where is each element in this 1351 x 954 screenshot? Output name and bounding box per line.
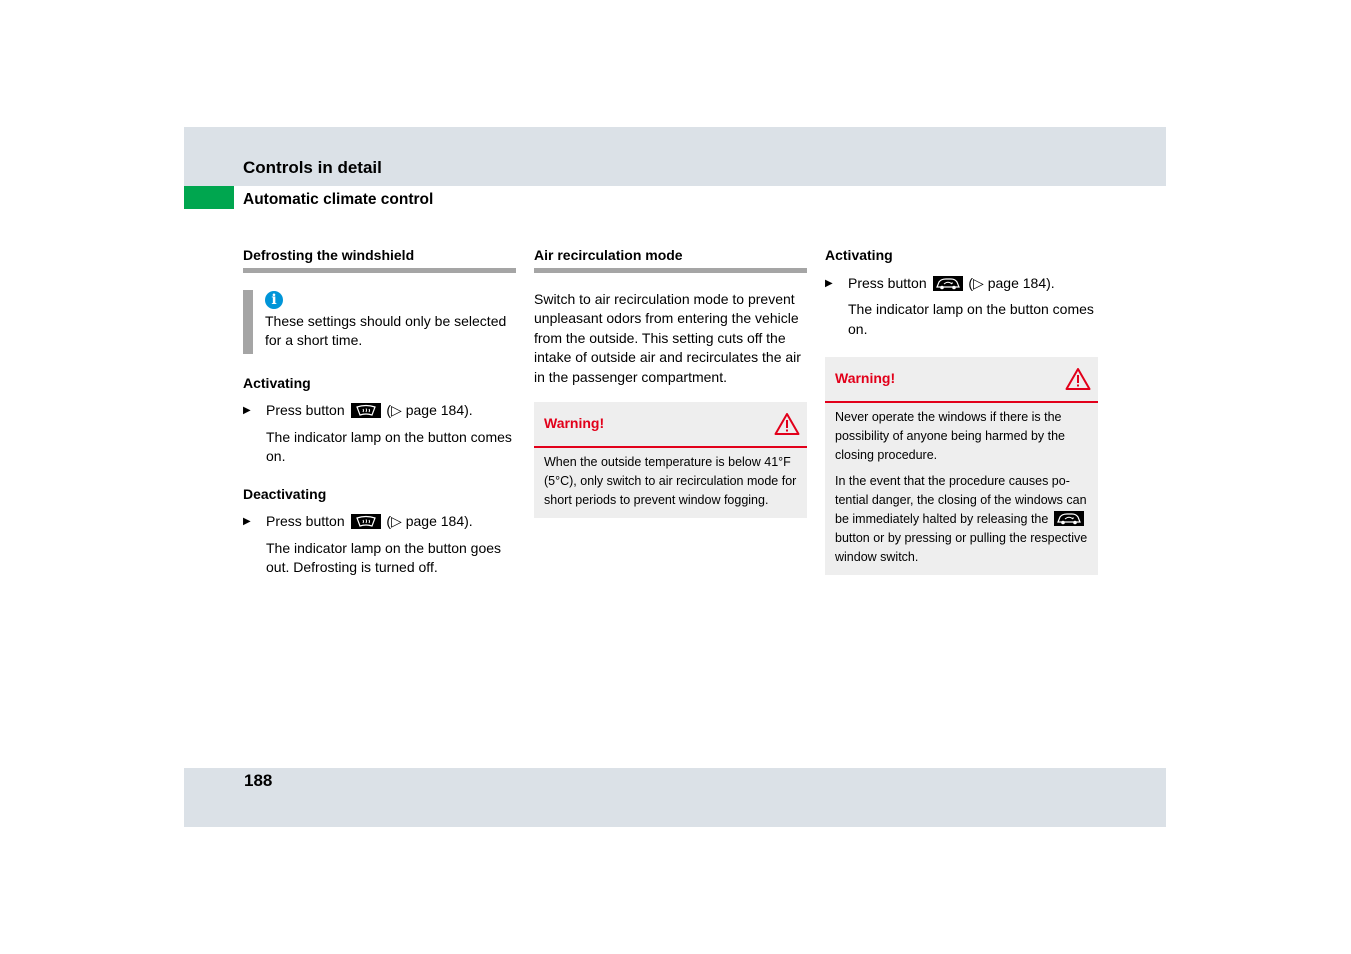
warning-text-2 — [835, 472, 1088, 567]
step-prefix: Press button — [266, 513, 345, 529]
step-prefix: Press button — [266, 402, 345, 418]
activating-result: The indicator lamp on the button comes on. — [266, 428, 512, 464]
warning-header — [825, 357, 1098, 403]
air-recirculation-body: Switch to air recirculation mode to prevent unpleasant odors from entering the vehicle from the outside. This setting cuts off the intake of outside air and recirculates the air in the passenger compartment. — [534, 290, 801, 385]
chapter-title: Controls in detail — [243, 158, 382, 177]
activating-step — [825, 274, 1098, 294]
activating-result: The indicator lamp on the button comes on. — [848, 301, 1094, 337]
page-number: 188 — [244, 771, 273, 790]
chapter-color-tab — [184, 186, 234, 209]
column-air-recirculation — [534, 246, 807, 518]
step-suffix: (▷ page 184). — [386, 402, 473, 418]
activating-heading: Activating — [825, 247, 893, 263]
defrosting-heading: Defrosting the windshield — [243, 246, 516, 273]
warning-header — [534, 402, 807, 448]
warning-triangle-icon — [1065, 367, 1091, 397]
triangle-bullet-icon: ▶ — [243, 516, 251, 527]
windshield-defrost-icon — [351, 514, 381, 529]
step-suffix: (▷ page 184). — [386, 513, 473, 529]
activating-step — [243, 401, 516, 421]
triangle-bullet-icon: ▶ — [243, 405, 251, 416]
warning-box — [534, 402, 807, 518]
warning-text-2-prefix: In the event that the procedure causes potential danger, the closing of the windows can be immediately halted by releasing the — [835, 474, 1087, 526]
triangle-bullet-icon: ▶ — [825, 277, 833, 289]
activating-heading: Activating — [243, 374, 311, 391]
windshield-defrost-icon — [351, 403, 381, 418]
deactivating-heading: Deactivating — [243, 485, 327, 502]
step-prefix: Press button — [848, 274, 927, 291]
air-recirculation-icon — [933, 276, 963, 291]
info-icon: i — [265, 291, 283, 309]
deactivating-step — [243, 512, 516, 532]
column-defrosting — [243, 246, 516, 596]
air-recirculation-icon — [1054, 511, 1084, 526]
column-activating-recirculation — [825, 246, 1098, 575]
section-title: Automatic climate control — [243, 191, 434, 208]
warning-title: Warning! — [835, 370, 896, 386]
warning-text: When the outside temperature is below 41°F (5°C), only switch to air recirculation mode for short periods to prevent window fogging. — [544, 455, 797, 507]
footer-band — [184, 768, 1166, 827]
warning-title: Warning! — [544, 415, 605, 431]
warning-text-2-suffix: button or by pressing or pulling the respective window switch. — [835, 531, 1088, 564]
air-recirculation-heading: Air recirculation mode — [534, 246, 807, 273]
warning-box — [825, 357, 1098, 575]
step-suffix: (▷ page 184). — [968, 274, 1055, 291]
info-text: These settings should only be selected for a short time. — [265, 312, 507, 348]
info-note — [243, 290, 516, 351]
warning-text-1: Never operate the windows if there is the possibility of anyone being harmed by the closing procedure. — [835, 410, 1066, 462]
warning-triangle-icon — [774, 412, 800, 442]
info-bar — [243, 290, 253, 354]
deactivating-result: The indicator lamp on the button goes out. Defrosting is turned off. — [266, 539, 502, 575]
